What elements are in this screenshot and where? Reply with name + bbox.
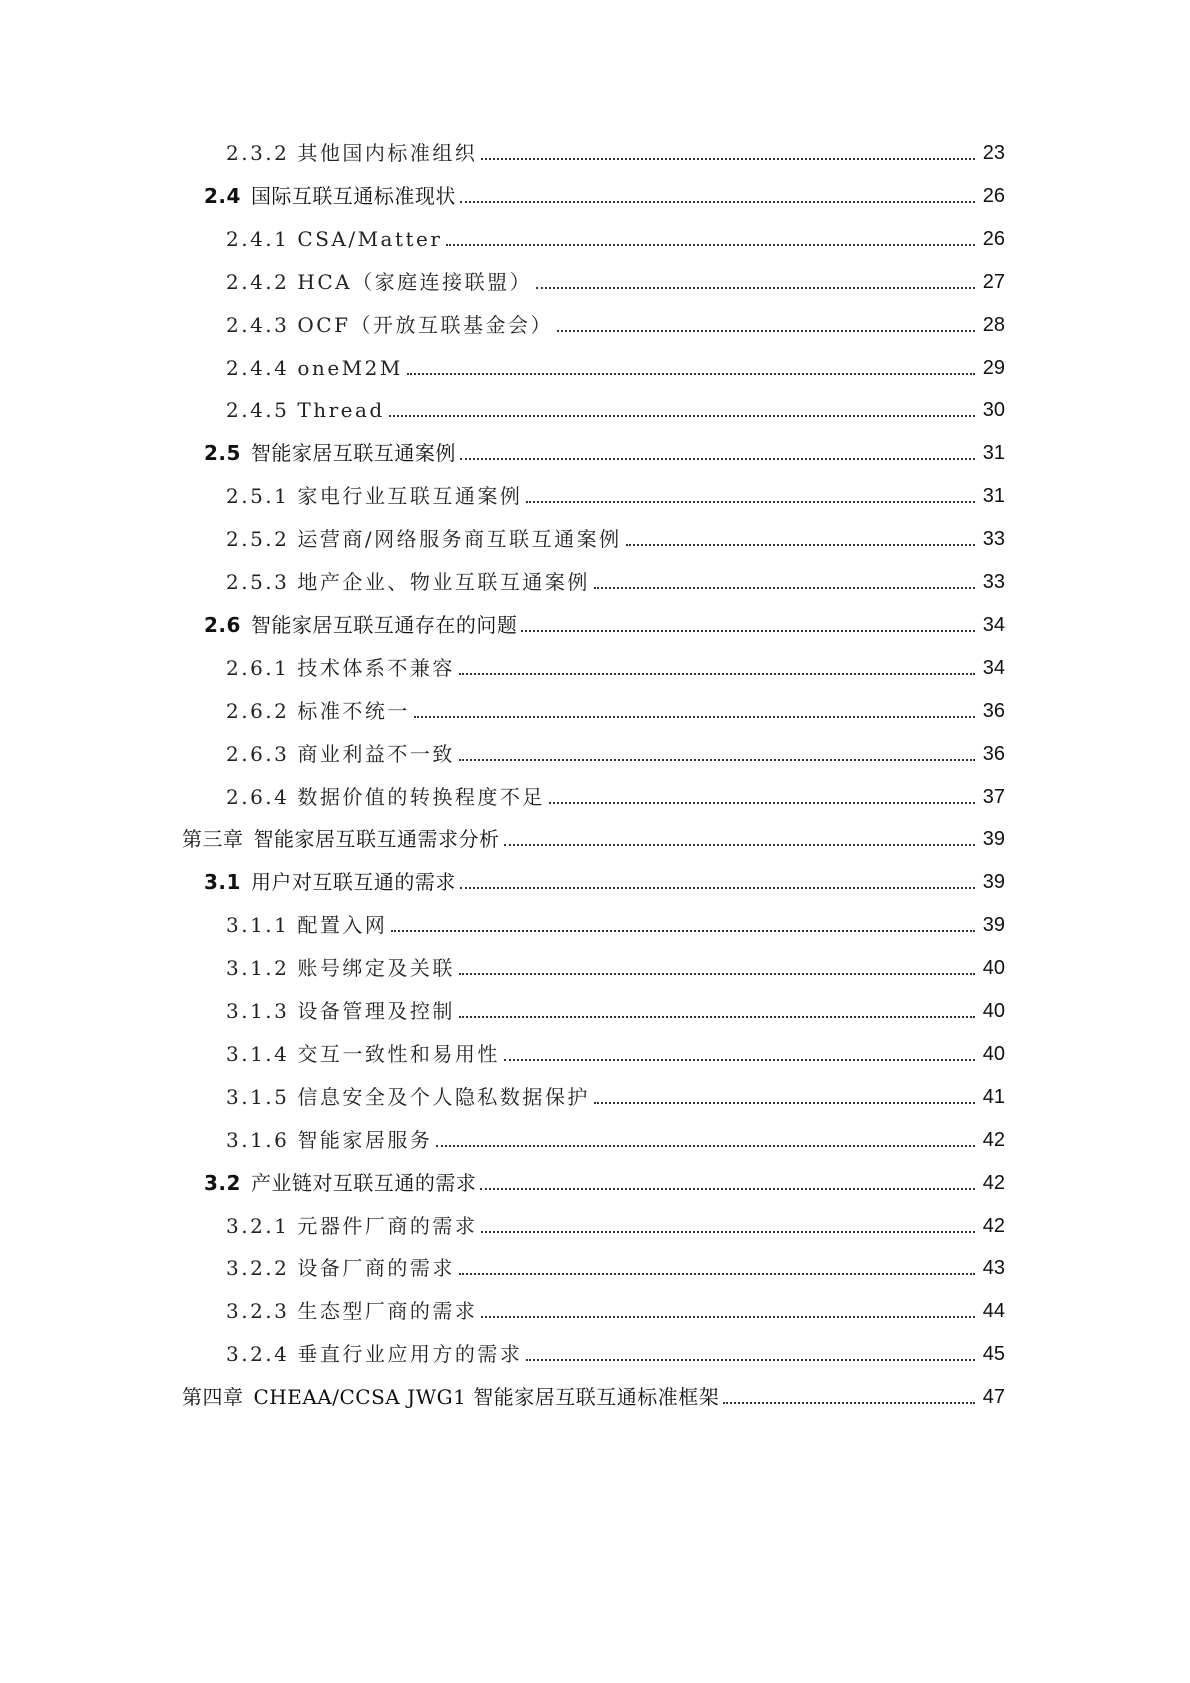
toc-entry-number: 3.2	[204, 1170, 241, 1195]
toc-entry-text: 智能家居服务	[297, 1127, 433, 1152]
toc-entry-text: 家电行业互联互通案例	[297, 484, 523, 509]
dot-leader	[504, 1059, 975, 1061]
toc-entry-number: 2.6.2	[226, 698, 290, 723]
toc-entry-page-number: 42	[982, 1171, 1005, 1194]
dot-leader	[480, 1188, 975, 1190]
dot-leader	[459, 973, 975, 975]
toc-entry-title	[226, 1084, 590, 1110]
toc-entry[interactable]	[226, 138, 1005, 166]
dot-leader	[446, 244, 975, 246]
toc-entry[interactable]	[226, 1253, 1005, 1281]
dot-leader	[526, 1359, 975, 1361]
toc-entry-page-number: 33	[982, 571, 1005, 593]
toc-entry-number: 2.6	[204, 612, 241, 637]
toc-entry-text: 其他国内标准组织	[297, 141, 478, 165]
dot-leader	[504, 844, 976, 846]
toc-entry-text: 垂直行业应用方的需求	[297, 1342, 523, 1367]
toc-entry-number: 2.4.3	[226, 312, 290, 337]
toc-entry-text: 标准不统一	[297, 698, 410, 723]
toc-entry-text: 运营商/网络服务商互联互通案例	[297, 527, 622, 552]
dot-leader	[594, 587, 975, 589]
toc-entry-number: 2.5.3	[226, 570, 290, 594]
toc-entry-page-number: 39	[982, 914, 1005, 937]
toc-entry-title	[226, 1298, 477, 1324]
toc-entry-number: 3.1.3	[226, 999, 290, 1023]
toc-entry[interactable]	[226, 696, 1005, 724]
toc-entry-number: 3.2.4	[226, 1342, 290, 1367]
toc-entry-page-number: 41	[982, 1085, 1005, 1108]
dot-leader	[723, 1402, 975, 1404]
dot-leader	[407, 373, 975, 375]
toc-entry-number: 2.3.2	[226, 141, 290, 165]
toc-entry-title	[226, 998, 455, 1024]
toc-entry-number: 3.1.6	[226, 1127, 290, 1152]
toc-entry-title	[226, 569, 590, 595]
dot-leader	[389, 415, 975, 417]
toc-entry-title	[226, 397, 385, 423]
toc-entry-number: 2.4	[204, 183, 241, 208]
toc-entry-title	[226, 226, 442, 252]
toc-entry-title	[226, 526, 622, 552]
toc-entry-page-number: 33	[982, 528, 1005, 551]
toc-entry[interactable]	[226, 567, 1005, 595]
toc-entry-page-number: 31	[982, 442, 1005, 465]
toc-entry-text: 技术体系不兼容	[297, 655, 455, 680]
toc-entry-text: 生态型厂商的需求	[297, 1299, 478, 1324]
toc-entry-text: 数据价值的转换程度不足	[297, 784, 545, 809]
toc-entry[interactable]	[226, 224, 1005, 252]
toc-entry-number: 3.2.2	[226, 1256, 290, 1281]
toc-entry-number: 2.5	[204, 441, 241, 466]
toc-entry-page-number: 31	[982, 485, 1005, 508]
toc-entry[interactable]	[204, 867, 1005, 895]
toc-entry-page-number: 43	[982, 1257, 1005, 1280]
toc-entry[interactable]	[182, 1382, 1005, 1410]
dot-leader	[460, 458, 975, 460]
toc-entry-title	[226, 741, 455, 767]
toc-entry-text: 信息安全及个人隐私数据保护	[297, 1084, 590, 1109]
toc-entry-text: 地产企业、物业互联互通案例	[297, 570, 590, 594]
toc-entry-number: 3.2.1	[226, 1213, 290, 1238]
toc-entry-page-number: 44	[982, 1300, 1005, 1323]
dot-leader	[594, 1102, 975, 1104]
toc-entry-title	[204, 612, 517, 638]
toc-entry[interactable]	[226, 267, 1005, 295]
toc-entry[interactable]	[226, 1339, 1005, 1367]
toc-entry-text: 交互一致性和易用性	[297, 1041, 500, 1066]
toc-entry-text: HCA（家庭连接联盟）	[297, 269, 533, 294]
toc-entry-title	[226, 140, 477, 166]
toc-entry-page-number: 40	[982, 1042, 1005, 1065]
toc-entry-title	[226, 1213, 477, 1239]
toc-entry-page-number: 29	[982, 356, 1005, 379]
toc-entry-text: 设备厂商的需求	[297, 1256, 455, 1281]
toc-entry-page-number: 45	[982, 1343, 1005, 1366]
toc-entry-page-number: 37	[982, 785, 1005, 808]
toc-entry-text: 智能家居互联互通案例	[250, 441, 456, 466]
toc-entry-number: 3.2.3	[226, 1299, 290, 1324]
toc-entry[interactable]	[204, 438, 1005, 466]
toc-entry-page-number: 34	[982, 613, 1005, 636]
toc-entry-number: 3.1.4	[226, 1041, 290, 1066]
toc-entry-title	[226, 1255, 455, 1281]
toc-entry-title	[226, 1127, 432, 1153]
toc-entry[interactable]	[226, 310, 1005, 338]
toc-entry[interactable]	[226, 739, 1005, 767]
toc-entry[interactable]	[226, 782, 1005, 810]
dot-leader	[481, 1316, 975, 1318]
toc-entry-page-number: 42	[982, 1214, 1005, 1237]
toc-entry-page-number: 36	[982, 742, 1005, 765]
toc-entry[interactable]	[226, 1082, 1005, 1110]
dot-leader	[557, 330, 975, 332]
toc-entry-number: 2.6.4	[226, 784, 290, 809]
toc-entry-title	[226, 1341, 522, 1367]
toc-entry-text: 元器件厂商的需求	[297, 1213, 478, 1238]
toc-entry-page-number: 26	[982, 184, 1005, 207]
toc-entry-text: 智能家居互联互通需求分析	[253, 827, 500, 852]
dot-leader	[414, 716, 975, 718]
toc-entry-page-number: 23	[982, 142, 1005, 164]
toc-entry[interactable]	[226, 1125, 1005, 1153]
dot-leader	[459, 759, 975, 761]
toc-entry[interactable]	[182, 824, 1005, 852]
dot-leader	[459, 673, 975, 675]
toc-entry-number: 3.1.5	[226, 1084, 290, 1109]
toc-entry-text: OCF（开放互联基金会）	[297, 312, 553, 337]
toc-entry-number: 3.1.2	[226, 956, 290, 981]
toc-entry-text: 配置入网	[297, 913, 388, 938]
dot-leader	[459, 1273, 975, 1275]
toc-entry-text: 国际互联互通标准现状	[250, 183, 456, 208]
toc-entry-text: 智能家居互联互通存在的问题	[250, 612, 518, 637]
toc-entry-title	[226, 1041, 500, 1067]
toc-entry[interactable]	[226, 996, 1005, 1024]
toc-entry-number: 2.6.1	[226, 655, 290, 680]
toc-entry-number: 2.4.1	[226, 226, 290, 251]
toc-entry-title	[226, 955, 455, 981]
toc-entry-title	[182, 1384, 719, 1410]
toc-entry-number: 2.4.2	[226, 269, 290, 294]
dot-leader	[626, 544, 975, 546]
toc-entry[interactable]	[204, 1168, 1005, 1196]
toc-entry-title	[226, 698, 410, 724]
toc-entry-page-number: 40	[982, 957, 1005, 980]
toc-entry-text: 设备管理及控制	[297, 999, 455, 1023]
toc-entry-title	[226, 784, 545, 810]
toc-entry-text: CSA/Matter	[297, 226, 443, 251]
dot-leader	[436, 1145, 975, 1147]
toc-entry[interactable]	[226, 1211, 1005, 1239]
toc-entry-number: 2.6.3	[226, 741, 290, 766]
toc-entry-text: oneM2M	[297, 355, 403, 380]
toc-entry-text: Thread	[297, 398, 385, 423]
toc-entry-page-number: 30	[982, 399, 1005, 422]
toc-entry-title	[182, 826, 500, 852]
toc-entry-number: 3.1.1	[226, 913, 290, 938]
toc-entry-title	[226, 912, 387, 938]
toc-entry[interactable]	[226, 953, 1005, 981]
toc-entry-text: 账号绑定及关联	[297, 956, 455, 981]
toc-entry-title	[226, 312, 553, 338]
dot-leader	[391, 930, 975, 932]
toc-entry-number: 2.5.1	[226, 484, 290, 509]
toc-entry-title	[204, 440, 456, 466]
toc-entry-title	[204, 183, 456, 209]
toc-entry-page-number: 47	[982, 1386, 1005, 1409]
toc-entry-page-number: 40	[982, 1000, 1005, 1022]
toc-entry-number: 第三章	[182, 827, 244, 852]
dot-leader	[521, 630, 975, 632]
toc-entry[interactable]	[226, 524, 1005, 552]
toc-entry-number: 2.4.4	[226, 355, 290, 380]
dot-leader	[459, 1016, 975, 1018]
toc-entry-title	[226, 269, 532, 295]
dot-leader	[481, 1231, 975, 1233]
toc-entry-page-number: 39	[982, 871, 1005, 894]
toc-entry-page-number: 26	[982, 227, 1005, 250]
dot-leader	[526, 501, 975, 503]
toc-entry-page-number: 28	[982, 313, 1005, 336]
toc-entry-page-number: 42	[982, 1128, 1005, 1151]
toc-entry-number: 第四章	[182, 1385, 244, 1410]
toc-entry-text: CHEAA/CCSA JWG1 智能家居互联互通标准框架	[253, 1385, 720, 1410]
toc-entry-title	[204, 869, 456, 895]
toc-entry[interactable]	[226, 353, 1005, 381]
toc-entry[interactable]	[226, 395, 1005, 423]
toc-entry-page-number: 27	[982, 270, 1005, 293]
toc-entry-page-number: 34	[982, 656, 1005, 679]
dot-leader	[536, 287, 975, 289]
toc-entry-text: 商业利益不一致	[297, 741, 455, 766]
dot-leader	[549, 802, 975, 804]
toc-entry-number: 2.4.5	[226, 398, 290, 423]
toc-entry-text: 用户对互联互通的需求	[250, 870, 456, 895]
toc-entry-number: 3.1	[204, 870, 241, 895]
toc-entry-text: 产业链对互联互通的需求	[250, 1170, 477, 1195]
toc-entry-title	[226, 655, 455, 681]
toc-entry[interactable]	[226, 910, 1005, 938]
toc-entry-title	[226, 355, 403, 381]
toc-entry-page-number: 39	[982, 828, 1005, 851]
dot-leader	[460, 201, 975, 203]
toc-entry[interactable]	[204, 181, 1005, 209]
toc-entry-title	[204, 1170, 476, 1196]
toc-entry[interactable]	[226, 1039, 1005, 1067]
toc-entry[interactable]	[204, 610, 1005, 638]
toc-entry-title	[226, 483, 522, 509]
dot-leader	[460, 887, 975, 889]
toc-entry[interactable]	[226, 1296, 1005, 1324]
toc-entry[interactable]	[226, 653, 1005, 681]
toc-entry-page-number: 36	[982, 699, 1005, 722]
dot-leader	[481, 158, 975, 160]
toc-entry-number: 2.5.2	[226, 527, 290, 552]
toc-entry[interactable]	[226, 481, 1005, 509]
